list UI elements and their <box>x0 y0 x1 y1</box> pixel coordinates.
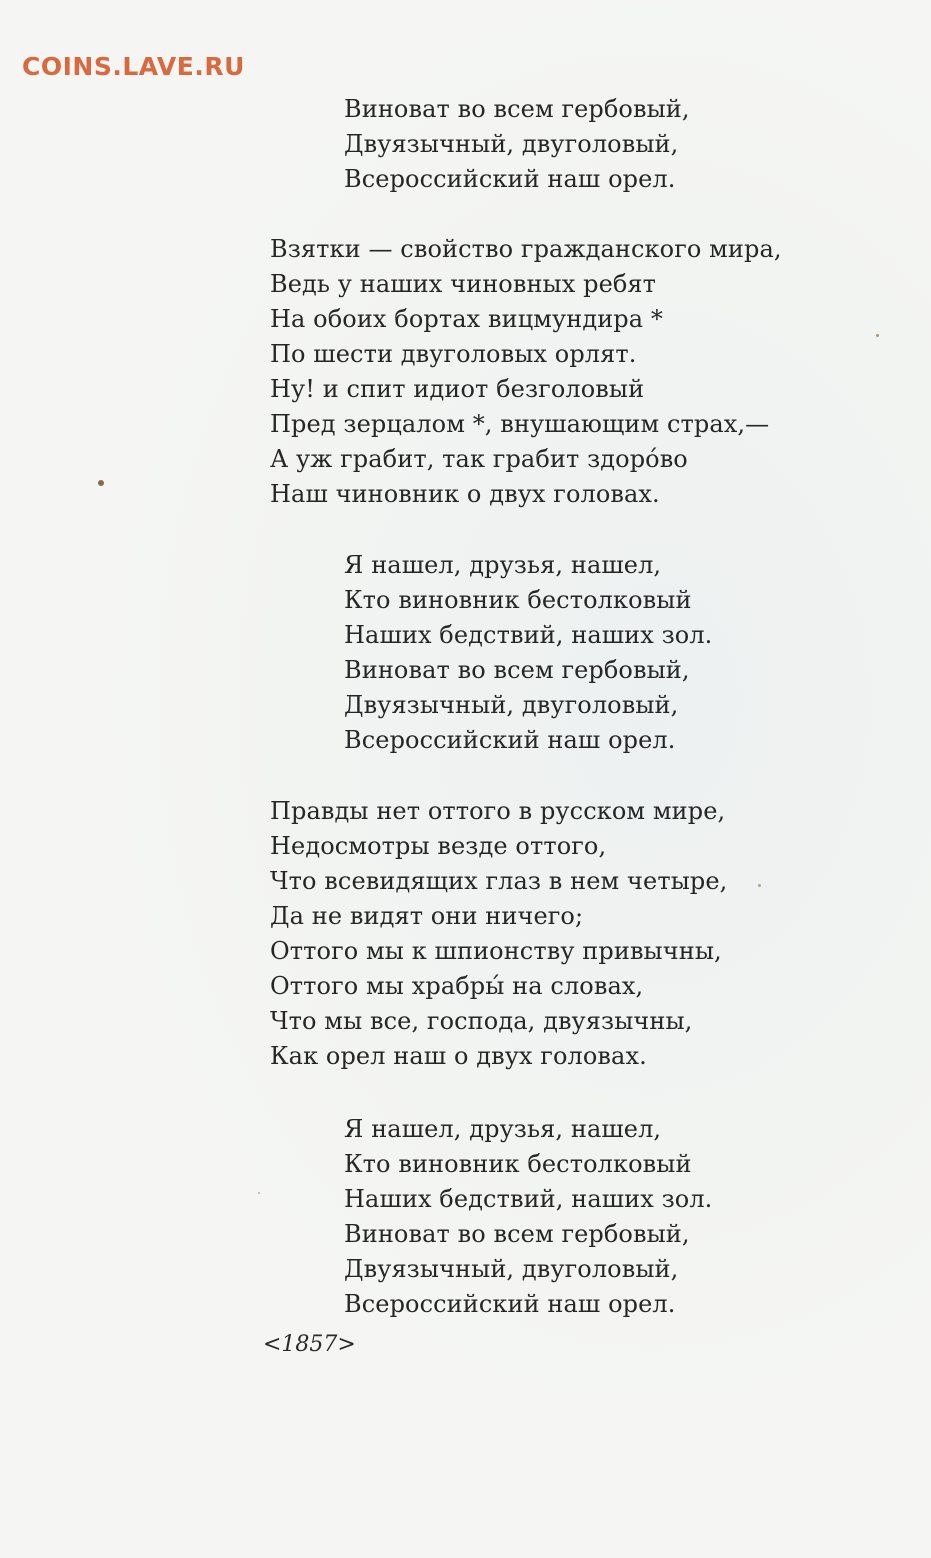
paper-speck <box>876 334 879 337</box>
poem-line: Правды нет оттого в русском мире, <box>270 797 726 825</box>
poem-line: Оттого мы храбры́ на словах, <box>270 972 644 1000</box>
poem-line: А уж грабит, так грабит здоро́во <box>270 445 688 473</box>
poem-line: По шести двуголовых орлят. <box>270 340 637 368</box>
poem-line: Я нашел, друзья, нашел, <box>344 1115 662 1143</box>
poem-line: Да не видят они ничего; <box>270 902 584 930</box>
poem-line: Всероссийский наш орел. <box>344 1290 676 1318</box>
poem-line: Оттого мы к шпионству привычны, <box>270 937 722 965</box>
paper-speck <box>758 884 761 887</box>
poem-line: Наш чиновник о двух головах. <box>270 480 660 508</box>
poem-line: Ну! и спит идиот безголовый <box>270 375 645 403</box>
poem-line: Недосмотры везде оттого, <box>270 832 607 860</box>
poem-line: Что всевидящих глаз в нем четыре, <box>270 867 728 895</box>
poem-line: Кто виновник бестолковый <box>344 1150 692 1178</box>
poem-line: Виноват во всем гербовый, <box>344 95 690 123</box>
poem-line: Как орел наш о двух головах. <box>270 1042 647 1070</box>
paper-speck <box>258 1192 260 1194</box>
paper-speck <box>98 480 104 486</box>
poem-line: На обоих бортах вицмундира * <box>270 305 663 333</box>
poem-line: Я нашел, друзья, нашел, <box>344 551 662 579</box>
poem-line: Виноват во всем гербовый, <box>344 1220 690 1248</box>
poem-line: Кто виновник бестолковый <box>344 586 692 614</box>
poem-date: <1857> <box>263 1332 356 1357</box>
poem-line: Всероссийский наш орел. <box>344 726 676 754</box>
poem-line: Пред зерцалом *, внушающим страх,— <box>270 410 770 438</box>
poem-line: Что мы все, господа, двуязычны, <box>270 1007 693 1035</box>
poem-line: Ведь у наших чиновных ребят <box>270 270 657 298</box>
poem-line: Двуязычный, двуголовый, <box>344 1255 679 1283</box>
site-watermark: COINS.LAVE.RU <box>22 52 245 81</box>
poem-line: Всероссийский наш орел. <box>344 165 676 193</box>
poem-line: Наших бедствий, наших зол. <box>344 621 713 649</box>
poem-line: Виноват во всем гербовый, <box>344 656 690 684</box>
poem-line: Взятки — свойство гражданского мира, <box>270 235 782 263</box>
poem-line: Двуязычный, двуголовый, <box>344 691 679 719</box>
poem-line: Наших бедствий, наших зол. <box>344 1185 713 1213</box>
poem-line: Двуязычный, двуголовый, <box>344 130 679 158</box>
